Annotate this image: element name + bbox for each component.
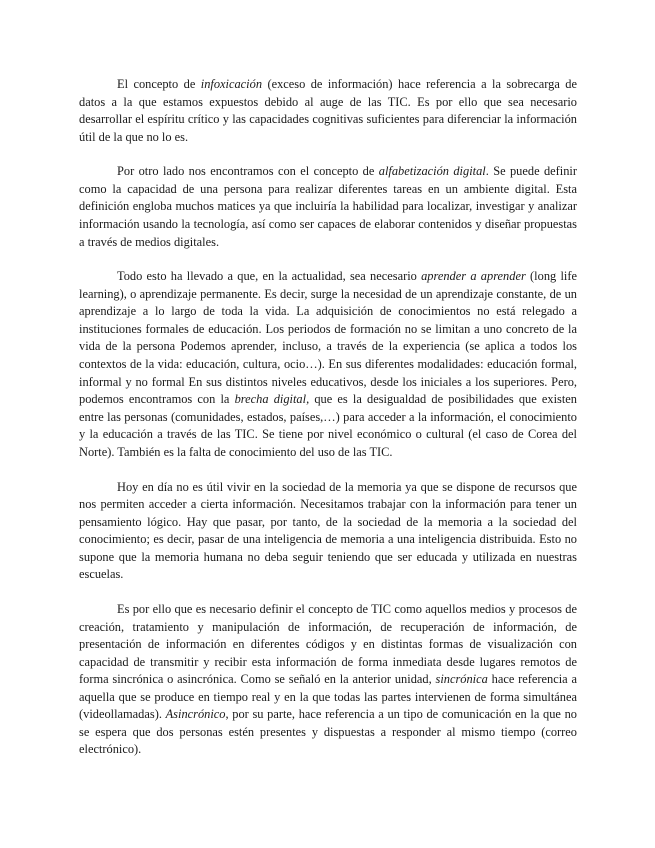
paragraph-sociedad-conocimiento <box>79 479 577 584</box>
text-run: (long life learning), o aprendizaje permanente. Es decir, surge la necesidad de un aprendizaje constante, de un aprendizaje a lo largo de toda la vida. La adquisición de conocimientos no está relegado a instituciones formales de educación. Los periodos de formación no se limitan a uno concreto de la vida de la persona Podemos aprender, incluso, a través de la experiencia (se aplica a todos los contextos de la vida: educación, cultura, ocio…). En sus diferentes modalidades: educación formal, informal y no formal En sus distintos niveles educativos, desde los iniciales a los superiores. Pero, podemos encontramos con la <box>79 269 577 407</box>
paragraph-aprender-a-aprender <box>79 268 577 461</box>
paragraph-infoxicacion <box>79 76 577 146</box>
italic-term: brecha digital, <box>234 392 310 407</box>
italic-term: infoxicación <box>200 77 263 91</box>
document-body <box>79 76 577 759</box>
paragraph-definicion-tic <box>79 601 577 759</box>
text-run: (exceso de información) hace referencia a la sobrecarga de datos a la que estamos expuestos debido al auge de las TIC. Es por ello que sea necesario desarrollar el espíritu crítico y las capacidades cognitivas suficientes para diferenciar la información útil de la que no lo es. <box>79 77 577 144</box>
text-run: que es la desigualdad de posibilidades que existen entre las personas (comunidades, estados, países,…) para acceder a la información, el conocimiento y la educación a través de las TIC. Se tiene por nivel económico o cultural (el caso de Corea del Norte). También es la falta de conocimiento del uso de las TIC. <box>79 392 577 459</box>
italic-term: Asincrónico <box>165 707 226 722</box>
text-run: hace referencia a aquella que se produce en tiempo real y en la que todas las partes intervienen de forma simultánea (videollamadas). <box>79 672 577 722</box>
paragraph-alfabetizacion-digital <box>79 163 577 251</box>
text-run: Es por ello que es necesario definir el concepto de TIC como aquellos medios y procesos de creación, tratamiento y manipulación de información, de recuperación de información, de presentación de información en diferentes códigos y en distintas formas de visualización con capacidad de transmitir y recibir esta información de forma inmediata desde lugares remotos de forma sincrónica o asincrónica. Como se señaló en la anterior unidad, <box>79 601 577 687</box>
italic-term: alfabetización digital <box>378 164 486 179</box>
text-run: , por su parte, hace referencia a un tipo de comunicación en la que no se espera que dos personas estén presentes y dispuestas a responder al mismo tiempo (correo electrónico). <box>79 707 577 757</box>
text-run: . Se puede definir como la capacidad de una persona para realizar diferentes tareas en un ambiente digital. Esta definición engloba muchos matices ya que incluiría la habilidad para localizar, investigar y analizar información usando la tecnología, así como ser capaces de elaborar contenidos y diseñar propuestas a través de medios digitales. <box>79 164 577 249</box>
text-run: Hoy en día no es útil vivir en la sociedad de la memoria ya que se dispone de recursos que nos permiten acceder a cierta información. Necesitamos trabajar con la información para tener un pensamiento lógico. Hay que pasar, por tanto, de la sociedad de la memoria a la sociedad del conocimiento; es decir, pasar de una inteligencia de memoria a una inteligencia distribuida. Esto no supone que la memoria humana no deba seguir teniendo que ser educada y utilizada en nuestras escuelas. <box>79 479 577 582</box>
italic-term: sincrónica <box>435 672 488 687</box>
italic-term: aprender a aprender <box>421 269 526 284</box>
text-run: Todo esto ha llevado a que, en la actualidad, sea necesario <box>117 269 422 284</box>
text-run: Por otro lado nos encontramos con el concepto de <box>117 164 379 179</box>
text-run: El concepto de <box>117 77 201 91</box>
